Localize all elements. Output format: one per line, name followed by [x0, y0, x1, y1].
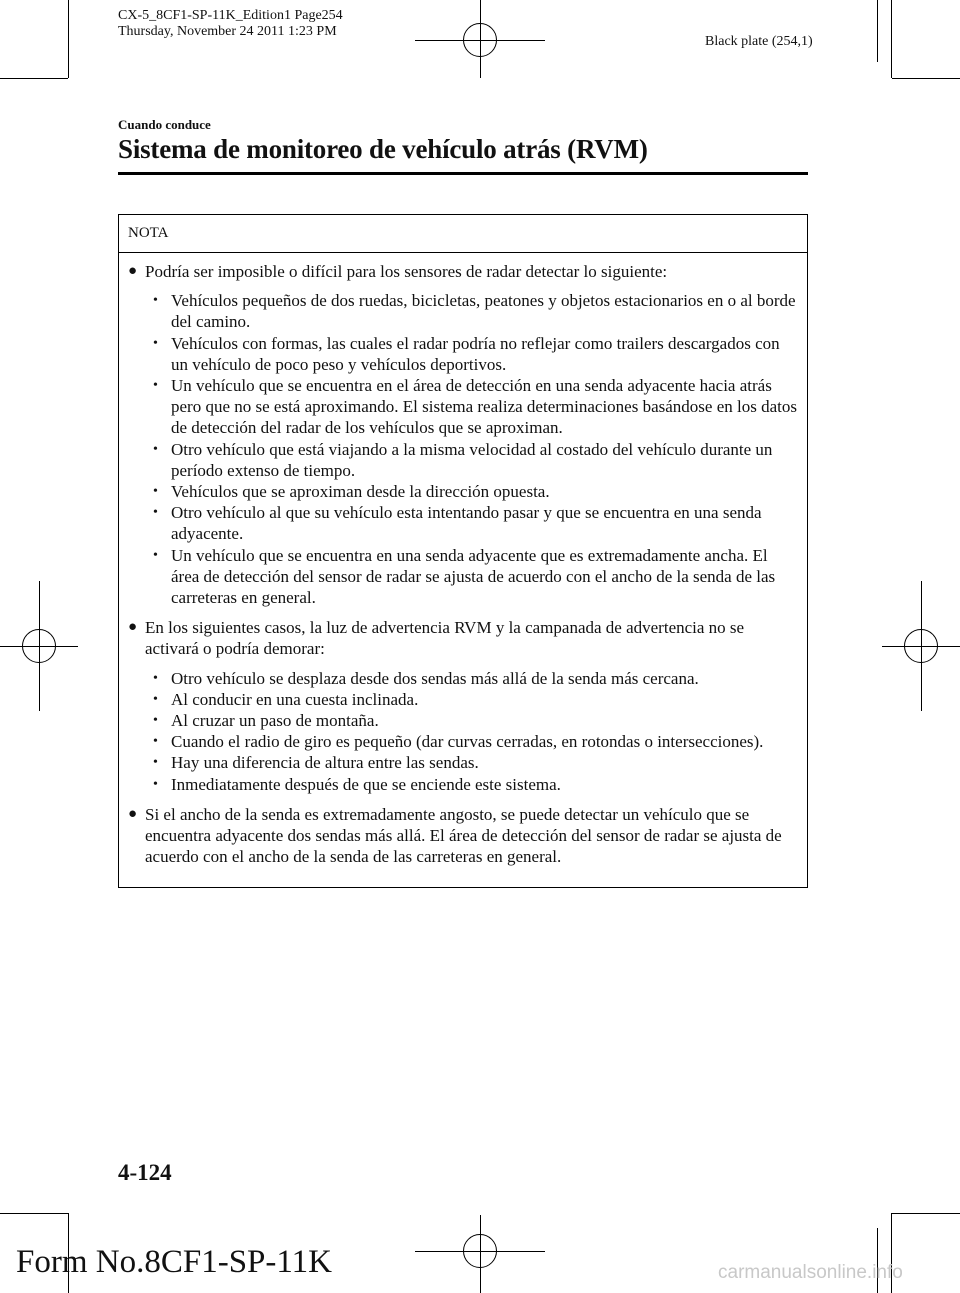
list-item: • Otro vehículo al que su vehículo esta intentando pasar y que se encuentra en una senda adyacente.: [153, 503, 762, 544]
list-item: • Al conducir en una cuesta inclinada.: [153, 689, 419, 709]
note-label: NOTA: [128, 225, 169, 241]
note-box: [118, 214, 808, 888]
note-header: [119, 215, 807, 253]
list-item: • Otro vehículo que está viajando a la misma velocidad al costado del vehículo durante un período extenso de tiempo.: [153, 439, 773, 480]
sub-bullet-icon: •: [153, 335, 158, 351]
sub-bullet-icon: •: [153, 734, 158, 750]
sub-bullet-icon: •: [153, 691, 158, 707]
sub-list: [119, 668, 807, 795]
list-item: • Vehículos que se aproximan desde la dirección opuesta.: [153, 482, 550, 502]
crop-mark: [0, 1213, 68, 1214]
sub-bullet-icon: •: [153, 293, 158, 309]
print-info-date: Thursday, November 24 2011 1:23 PM: [118, 24, 337, 39]
title-rule: [118, 172, 808, 175]
bullet-dot-icon: ●: [128, 619, 138, 636]
list-item: • Inmediatamente después de que se enciende este sistema.: [153, 774, 561, 794]
sub-bullet-icon: •: [153, 713, 158, 729]
plate-label: Black plate (254,1): [705, 34, 813, 49]
list-item: • Al cruzar un paso de montaña.: [153, 711, 379, 731]
note-group: [119, 617, 807, 795]
sub-list: [119, 290, 807, 608]
sub-bullet-icon: •: [153, 441, 158, 457]
sub-bullet-icon: •: [153, 505, 158, 521]
list-item: • Un vehículo que se encuentra en el área de detección en una senda adyacente hacia atrás pero que no se está aproximando. El sistema realiza determinaciones basándose en los datos de detección del radar de los vehículos que se aproximan.: [153, 376, 797, 438]
list-item: • Vehículos pequeños de dos ruedas, bicicletas, peatones y objetos estacionarios en o al borde del camino.: [153, 291, 796, 332]
note-bullet: ● En los siguientes casos, la luz de advertencia RVM y la campanada de advertencia no se activará o podría demorar:: [128, 618, 745, 659]
section-label: Cuando conduce: [118, 117, 211, 132]
print-info: [118, 8, 343, 40]
bullet-dot-icon: ●: [128, 805, 138, 822]
print-info-file: CX-5_8CF1-SP-11K_Edition1 Page254: [118, 8, 343, 23]
sub-bullet-icon: •: [153, 547, 158, 563]
crop-mark: [877, 0, 878, 62]
list-item: • Hay una diferencia de altura entre las sendas.: [153, 753, 479, 773]
sub-bullet-icon: •: [153, 776, 158, 792]
note-bullet: ● Podría ser imposible o difícil para los sensores de radar detectar lo siguiente:: [128, 262, 668, 281]
page-title: Sistema de monitoreo de vehículo atrás (RVM): [118, 134, 648, 164]
note-group: [119, 804, 807, 868]
note-group: [119, 261, 807, 608]
note-body: [119, 252, 807, 867]
sub-bullet-icon: •: [153, 670, 158, 686]
watermark: carmanualsonline.info: [718, 1262, 903, 1283]
list-item: • Otro vehículo se desplaza desde dos sendas más allá de la senda más cercana.: [153, 668, 699, 688]
form-number: Form No.8CF1-SP-11K: [16, 1244, 332, 1280]
sub-bullet-icon: •: [153, 755, 158, 771]
crop-mark: [0, 78, 68, 79]
list-item: • Cuando el radio de giro es pequeño (dar curvas cerradas, en rotondas o intersecciones).: [153, 732, 764, 752]
page-number: 4-124: [118, 1160, 172, 1185]
sub-bullet-icon: •: [153, 378, 158, 394]
crop-mark: [892, 1213, 960, 1214]
list-item: • Vehículos con formas, las cuales el radar podría no reflejar como trailers descargados con un vehículo de poco peso y vehículos deportivos.: [153, 333, 780, 374]
bullet-dot-icon: ●: [128, 263, 138, 279]
crop-mark: [68, 0, 69, 78]
list-item: • Un vehículo que se encuentra en una senda adyacente que es extremadamente ancha. El área de detección del sensor de radar se ajusta de acuerdo con el ancho de la senda de las carreteras en general.: [153, 545, 776, 608]
note-bullet: ● Si el ancho de la senda es extremadamente angosto, se puede detectar un vehículo que se encuentra adyacente dos sendas más allá. El área de detección del sensor de radar se ajusta de acuerdo con el ancho de la senda de las carreteras en general.: [128, 804, 782, 867]
crop-mark: [892, 78, 960, 79]
crop-mark: [891, 0, 892, 78]
sub-bullet-icon: •: [153, 484, 158, 500]
